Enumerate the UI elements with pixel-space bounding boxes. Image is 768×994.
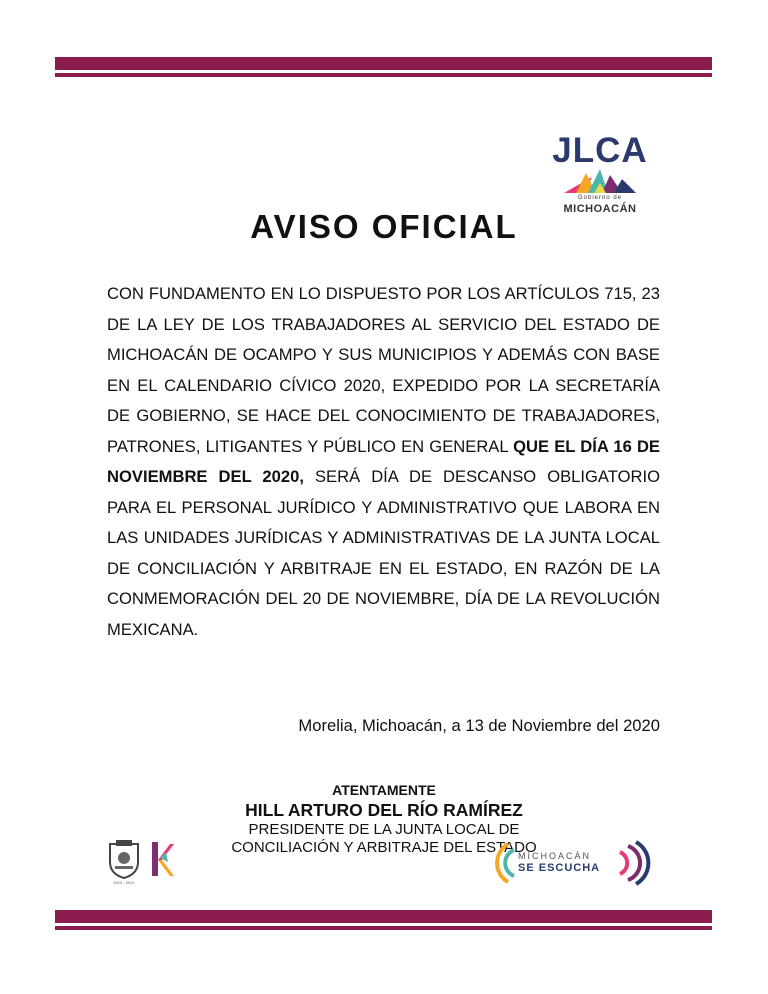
bottom-band-thick-stripe: [55, 910, 712, 923]
logo-subtitle: Gobierno de: [577, 195, 623, 201]
bottom-band-thin-stripe: [55, 926, 712, 930]
slogan-line1: MICHOACÁN: [518, 851, 592, 861]
michoacan-se-escucha-logo: [488, 838, 653, 888]
place-date-line: Morelia, Michoacán, a 13 de Noviembre del 2020: [298, 716, 660, 735]
closing-text: ATENTAMENTE: [332, 782, 436, 798]
signatory-role-line2: CONCILIACIÓN Y ARBITRAJE DEL ESTADO: [231, 839, 537, 856]
signatory-role-line1: PRESIDENTE DE LA JUNTA LOCAL DE: [248, 821, 520, 838]
signatory-name: HILL ARTURO DEL RÍO RAMÍREZ: [245, 800, 523, 820]
notice-body: [107, 279, 660, 645]
slogan-line2: SE ESCUCHA: [518, 862, 601, 874]
notice-body-bold: QUE EL DÍA 16 DE NOVIEMBRE DEL 2020,: [107, 436, 660, 486]
footer-left-logos: [106, 838, 176, 888]
k-logo-icon: [150, 840, 174, 878]
logo-state: MICHOACÁN: [563, 203, 637, 215]
notice-body-part2: SERÁ DÍA DE DESCANSO OBLIGATORIO PARA EL PERSONAL JURÍDICO Y ADMINISTRATIVO QUE LABORA EN LAS UNIDADES JURÍDICAS Y ADMINISTRATIVAS DE LA JUNTA LOCAL DE CONCILIACIÓN Y ARBITRAJE EN EL ESTADO, EN RAZÓN DE LA CONMEMORACIÓN DEL 20 DE NOVIEMBRE, DÍA DE LA REVOLUCIÓN MEXICANA.: [107, 467, 660, 639]
notice-body-part1: CON FUNDAMENTO EN LO DISPUESTO POR LOS ARTÍCULOS 715, 23 DE LA LEY DE LOS TRABAJADORES AL SERVICIO DEL ESTADO DE MICHOACÁN DE OCAMPO Y SUS MUNICIPIOS Y ADEMÁS CON BASE EN EL CALENDARIO CÍVICO 2020, EXPEDIDO POR LA SECRETARÍA DE GOBIERNO, SE HACE DEL CONOCIMIENTO DE TRABAJADORES, PATRONES, LITIGANTES Y PÚBLICO EN GENERAL: [107, 284, 660, 456]
top-band-thin-stripe: [55, 73, 712, 77]
jlca-wordmark: JLCA: [552, 131, 648, 170]
top-decorative-band: [55, 57, 712, 77]
jlca-logo: [548, 133, 652, 219]
state-seal-icon: [106, 838, 142, 880]
top-band-thick-stripe: [55, 57, 712, 70]
page-title: AVISO OFICIAL: [250, 208, 518, 245]
michoacan-star-icon: [562, 169, 638, 195]
seal-years: 2015 - 2021: [113, 880, 135, 885]
bottom-decorative-band: [55, 910, 712, 930]
